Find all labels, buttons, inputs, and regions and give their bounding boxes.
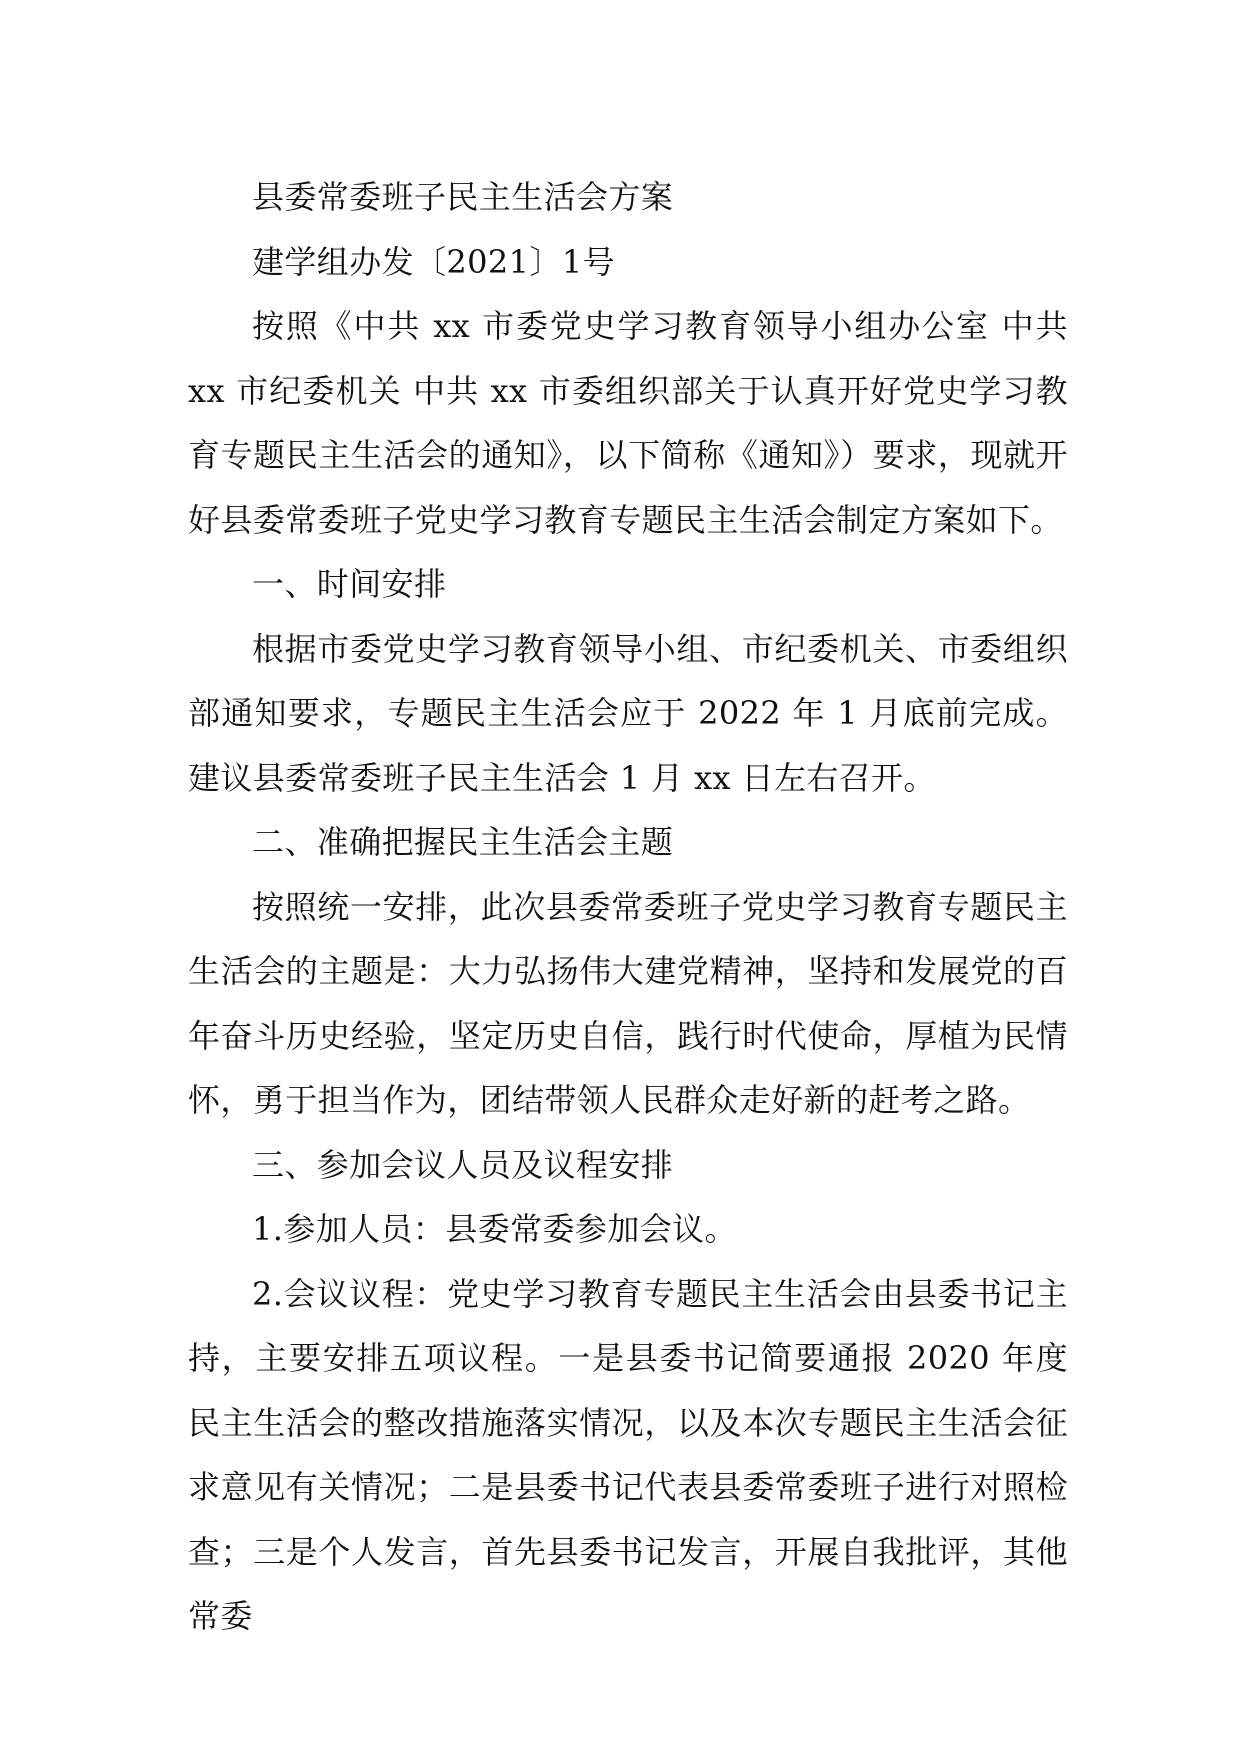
section-heading-theme: 二、准确把握民主生活会主题 bbox=[252, 823, 674, 861]
participants-item: 1.参加人员：县委常委参加会议。 bbox=[252, 1210, 737, 1248]
document-number: 建学组办发〔2021〕1号 bbox=[252, 242, 615, 281]
theme-paragraph: 按照统一安排，此次县委常委班子党史学习教育专题民主生活会的主题是：大力弘扬伟大建党精神，坚持和发展党的百年奋斗历史经验，坚定历史自信，践行时代使命，厚植为民情怀，勇于担当作为，团结带领人民群众走好新的赶考之路。 bbox=[188, 887, 1068, 1119]
document-body bbox=[188, 165, 1068, 1649]
section-heading-agenda: 三、参加会议人员及议程安排 bbox=[252, 1145, 674, 1184]
time-paragraph: 根据市委党史学习教育领导小组、市纪委机关、市委组织部通知要求，专题民主生活会应于 2022 年 1 月底前完成。建议县委常委班子民主生活会 1 月 xx 日左右召开。 bbox=[188, 629, 1068, 797]
document-title: 县委常委班子民主生活会方案 bbox=[252, 178, 674, 216]
intro-paragraph: 按照《中共 xx 市委党史学习教育领导小组办公室 中共 xx 市纪委机关 中共 xx 市委组织部关于认真开好党史学习教育专题民主生活会的通知》，以下简称《通知》）要求，现就开好县委常委班子党史学习教育专题民主生活会制定方案如下。 bbox=[188, 307, 1068, 539]
section-heading-time: 一、时间安排 bbox=[252, 565, 447, 603]
agenda-item: 2.会议议程：党史学习教育专题民主生活会由县委书记主持，主要安排五项议程。一是县委书记简要通报 2020 年度民主生活会的整改措施落实情况，以及本次专题民主生活会征求意见有关情况；二是县委书记代表县委常委班子进行对照检查；三是个人发言，首先县委书记发言，开展自我批评，其他常委 bbox=[188, 1274, 1068, 1635]
